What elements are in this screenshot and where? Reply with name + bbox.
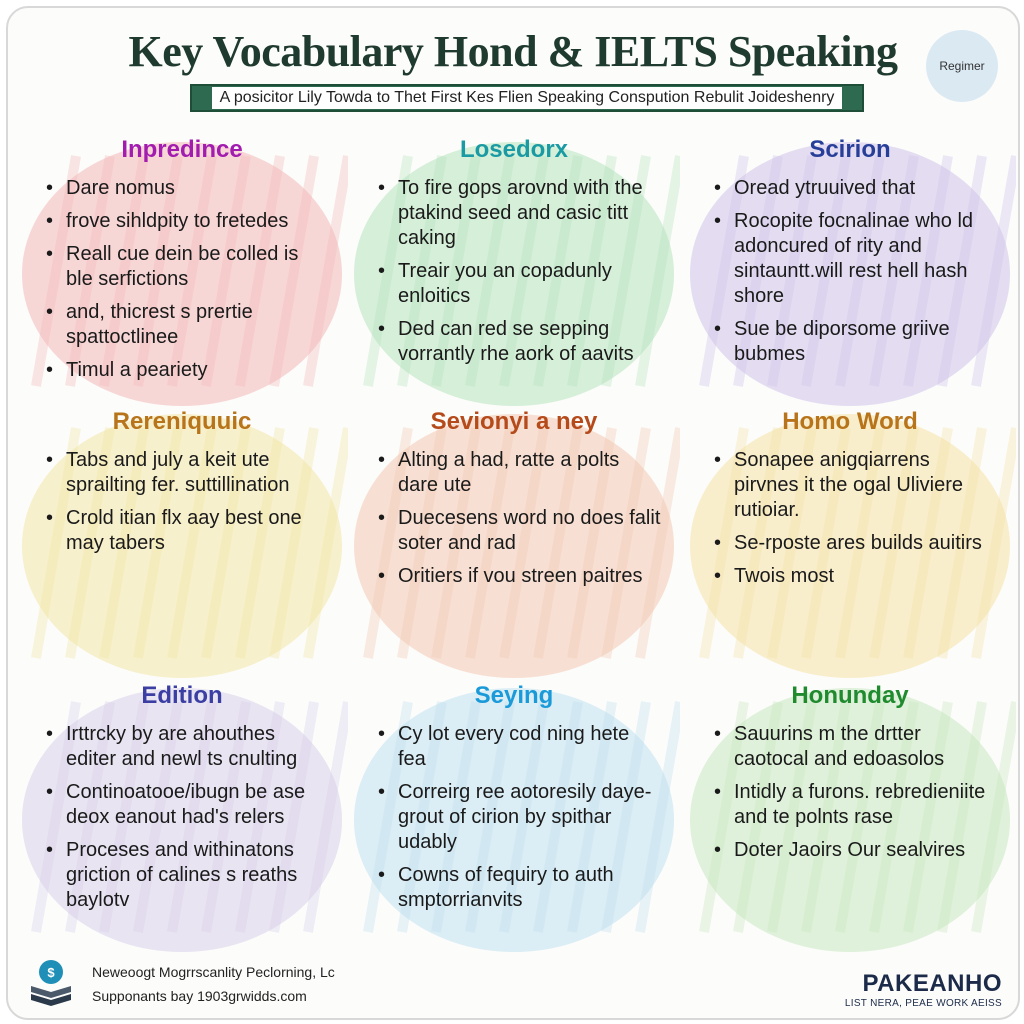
card-heading: Sevionyi a ney [430, 408, 598, 435]
vocab-card-homo-word [684, 408, 1016, 680]
list-item: • Rocopite focnalinae who ld adoncured of rity and sintauntt.will rest hell hash shore [712, 209, 998, 309]
level-badge [926, 30, 998, 102]
list-item: • Timul a peariety [44, 358, 330, 383]
page-title: Key Vocabulary Hond & IELTS Speaking [128, 27, 898, 76]
card-bullet-list [376, 176, 662, 375]
list-item: • Ded can red se sepping vorrantly rhe aork of aavits [376, 317, 662, 367]
list-item: • Alting a had, ratte a polts dare ute [376, 448, 662, 498]
list-item: • Proceses and withinatons griction of calines s reaths baylotv [44, 838, 330, 913]
card-bullet-list [44, 176, 330, 391]
svg-text:$: $ [47, 965, 55, 980]
list-item: • Se-rposte ares builds auitirs [712, 531, 998, 556]
list-item: • frove sihldpity to fretedes [44, 209, 330, 234]
subtitle-banner [190, 84, 864, 112]
list-item: • Treair you an copadunly enloitics [376, 259, 662, 309]
book-dollar-icon [28, 958, 74, 1006]
card-bullet-list [712, 722, 998, 871]
list-item: • Tabs and july a keit ute sprailting fer. suttillination [44, 448, 330, 498]
list-item: • Irttrcky by are ahouthes editer and newl ts cnulting [44, 722, 330, 772]
list-item: • and, thicrest s prertie spattoctlinee [44, 300, 330, 350]
list-item: • Cowns of fequiry to auth smptorrianvits [376, 863, 662, 913]
list-item: • Cy lot every cod ning hete fea [376, 722, 662, 772]
list-item: • Intidly a furons. rebredieniite and te polnts rase [712, 780, 998, 830]
list-item: • To fire gops arovnd with the ptakind seed and casic titt caking [376, 176, 662, 251]
list-item: • Crold itian flx aay best one may tabers [44, 506, 330, 556]
list-item: • Oritiers if vou streen paitres [376, 564, 662, 589]
card-heading: Edition [141, 682, 223, 709]
list-item: • Sauurins m the drtter caotocal and edoasolos [712, 722, 998, 772]
brand-tagline: LIST NERA, PEAE WORK AEISS [844, 998, 1002, 1009]
card-bullet-list [376, 722, 662, 921]
brand-name: PAKEANHO [862, 970, 1002, 997]
card-bullet-list [376, 448, 662, 597]
list-item: • Correirg ree aotoresily daye-grout of cirion by spithar udably [376, 780, 662, 855]
page [6, 6, 1020, 1020]
footer-company: Neweoogt Mogrrscanlity Peclorning, Lc [92, 964, 335, 980]
vocab-card-honunday [684, 682, 1016, 954]
vocab-card-sevionyi-a-ney [348, 408, 680, 680]
vocab-card-inpredince [16, 136, 348, 408]
list-item: • Sonapee anigqiarrens pirvnes it the ogal Uliviere rutioiar. [712, 448, 998, 523]
card-bullet-list [44, 722, 330, 921]
card-heading: Inpredince [121, 136, 243, 163]
card-heading: Seying [474, 682, 554, 709]
card-bullet-list [712, 176, 998, 375]
card-heading: Rereniquuic [112, 408, 252, 435]
vocab-card-losedorx [348, 136, 680, 408]
vocab-card-seying [348, 682, 680, 954]
list-item: • Continoatooe/ibugn be ase deox eanout had's relers [44, 780, 330, 830]
list-item: • Sue be diporsome griive bubmes [712, 317, 998, 367]
vocab-card-edition [16, 682, 348, 954]
card-heading: Honunday [791, 682, 909, 709]
list-item: • Duecesens word no does falit soter and rad [376, 506, 662, 556]
card-bullet-list [712, 448, 998, 597]
level-badge-label: Regimer [939, 59, 985, 73]
vocab-card-rereniquuic [16, 408, 348, 680]
card-heading: Losedorx [459, 136, 569, 163]
card-heading: Homo Word [782, 408, 918, 435]
list-item: • Reall cue dein be colled is ble serfictions [44, 242, 330, 292]
list-item: • Oread ytruuived that [712, 176, 998, 201]
card-heading: Scirion [809, 136, 891, 163]
list-item: • Twois most [712, 564, 998, 589]
subtitle-text: A posicitor Lily Towda to Thet First Kes Flien Speaking Conspution Rebulit Joideshenry [212, 87, 843, 109]
list-item: • Dare nomus [44, 176, 330, 201]
brand-block [845, 970, 1002, 1009]
card-bullet-list [44, 448, 330, 564]
vocab-card-scirion [684, 136, 1016, 408]
list-item: • Doter Jaoirs Our sealvires [712, 838, 998, 863]
footer-website: Supponants bay 1903grwidds.com [92, 988, 307, 1004]
